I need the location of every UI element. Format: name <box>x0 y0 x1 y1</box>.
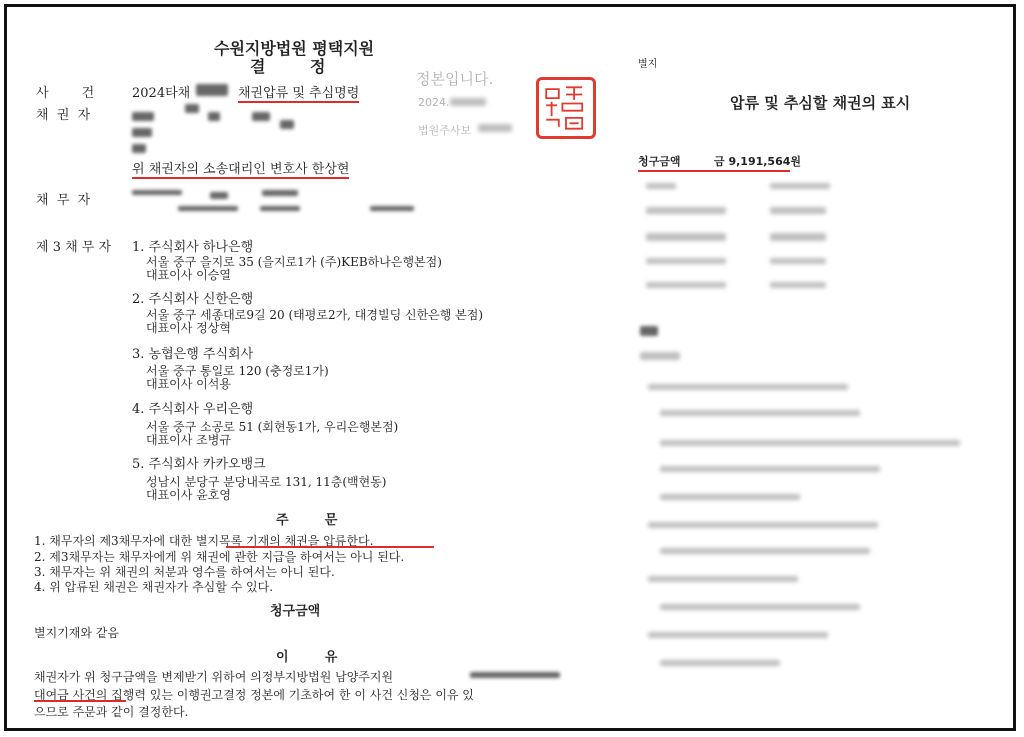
third-debtor-label: 제 3 채 무 자 <box>36 240 112 255</box>
claim-heading: 청구금액 <box>270 604 321 619</box>
third-debtor-rep: 대표이사 윤호영 <box>146 488 231 502</box>
third-debtor-address: 서울 중구 세종대로9길 20 (태평로2가, 대경빌딩 신한은행 본점) <box>146 308 484 322</box>
third-debtor-rep: 대표이사 이승열 <box>146 268 231 282</box>
certified-copy-note: 정본입니다. <box>416 70 494 88</box>
redacted-case-number <box>196 84 228 96</box>
redacted-date <box>450 98 486 106</box>
redacted-debtor <box>370 206 414 211</box>
third-debtor-name: 3. 농협은행 주식회사 <box>132 347 254 362</box>
third-debtor-rep: 대표이사 이석용 <box>146 377 231 391</box>
document-type: 결 정 <box>250 57 326 76</box>
case-title: 채권압류 및 추심명령 <box>238 82 359 103</box>
certified-copy-officer: 법원주사보 <box>418 124 472 137</box>
court-seal-stamp <box>536 77 596 139</box>
third-debtor-name: 5. 주식회사 카카오뱅크 <box>132 457 266 472</box>
third-debtor-name: 4. 주식회사 우리은행 <box>132 402 254 417</box>
debtor-label: 채 무 자 <box>36 193 91 208</box>
redacted-officer <box>478 124 512 132</box>
redacted-creditor <box>185 104 199 113</box>
third-debtor-address: 서울 중구 소공로 51 (회현동1가, 우리은행본점) <box>146 420 399 434</box>
attorney-line: 위 채권자의 소송대리인 변호사 한상현 <box>132 158 349 179</box>
reason-heading: 이 유 <box>276 650 338 665</box>
annex-claim-amount: 금 9,191,564원 <box>714 155 802 168</box>
order-item: 1. 채무자의 제3채무자에 대한 별지목록 기재의 채권을 압류한다. <box>34 534 374 548</box>
order-item: 3. 채무자는 위 채권의 처분과 영수를 하여서는 아니 된다. <box>34 565 335 579</box>
redacted-creditor <box>132 144 146 153</box>
case-label: 사 건 <box>36 86 95 101</box>
third-debtor-address: 성남시 분당구 분당내곡로 131, 11층(백현동) <box>146 475 387 489</box>
third-debtor-address: 서울 중구 을지로 35 (을지로1가 (주)KEB하나은행본점) <box>146 255 442 269</box>
third-debtor-name: 1. 주식회사 하나은행 <box>132 240 254 255</box>
third-debtor-rep: 대표이사 정상혁 <box>146 321 231 335</box>
annex-label: 별지 <box>638 59 658 70</box>
redacted-creditor <box>132 112 154 121</box>
order-item: 4. 위 압류된 채권은 채권자가 추심할 수 있다. <box>34 580 274 594</box>
claim-text: 별지기재와 같음 <box>34 626 119 640</box>
certified-copy-date: 2024. <box>418 96 450 109</box>
redacted-debtor <box>262 190 298 196</box>
redacted-creditor <box>252 112 270 121</box>
redacted-debtor <box>178 206 238 211</box>
redacted-debtor <box>260 206 300 211</box>
underline-mark <box>638 170 790 172</box>
redacted-debtor <box>210 192 228 199</box>
creditor-label: 채 권 자 <box>36 108 91 123</box>
case-number: 2024타채 <box>132 86 191 101</box>
annex-title: 압류 및 추심할 채권의 표시 <box>730 94 911 112</box>
underline-mark <box>34 700 126 702</box>
redacted-debtor <box>132 190 182 195</box>
reason-line: 채권자가 위 청구금액을 변제받기 위하여 의정부지방법원 남양주지원 <box>34 670 394 684</box>
reason-line: 으므로 주문과 같이 결정한다. <box>34 705 189 719</box>
redacted-creditor <box>208 112 220 121</box>
third-debtor-address: 서울 중구 통일로 120 (충정로1가) <box>146 364 329 378</box>
redacted-case-ref <box>470 672 560 678</box>
court-name: 수원지방법원 평택지원 <box>214 39 375 58</box>
redacted-creditor <box>280 120 294 129</box>
redacted-creditor <box>132 128 152 137</box>
third-debtor-rep: 대표이사 조병규 <box>146 433 231 447</box>
annex-claim-label: 청구금액 <box>638 155 681 168</box>
third-debtor-name: 2. 주식회사 신한은행 <box>132 292 254 307</box>
reason-line: 대여금 사건의 집행력 있는 이행권고결정 정본에 기초하여 한 이 사건 신청은 이유 있 <box>34 688 474 702</box>
order-item: 2. 제3채무자는 채무자에게 위 채권에 관한 지급을 하여서는 아니 된다. <box>34 550 405 564</box>
order-heading: 주 문 <box>276 513 338 528</box>
